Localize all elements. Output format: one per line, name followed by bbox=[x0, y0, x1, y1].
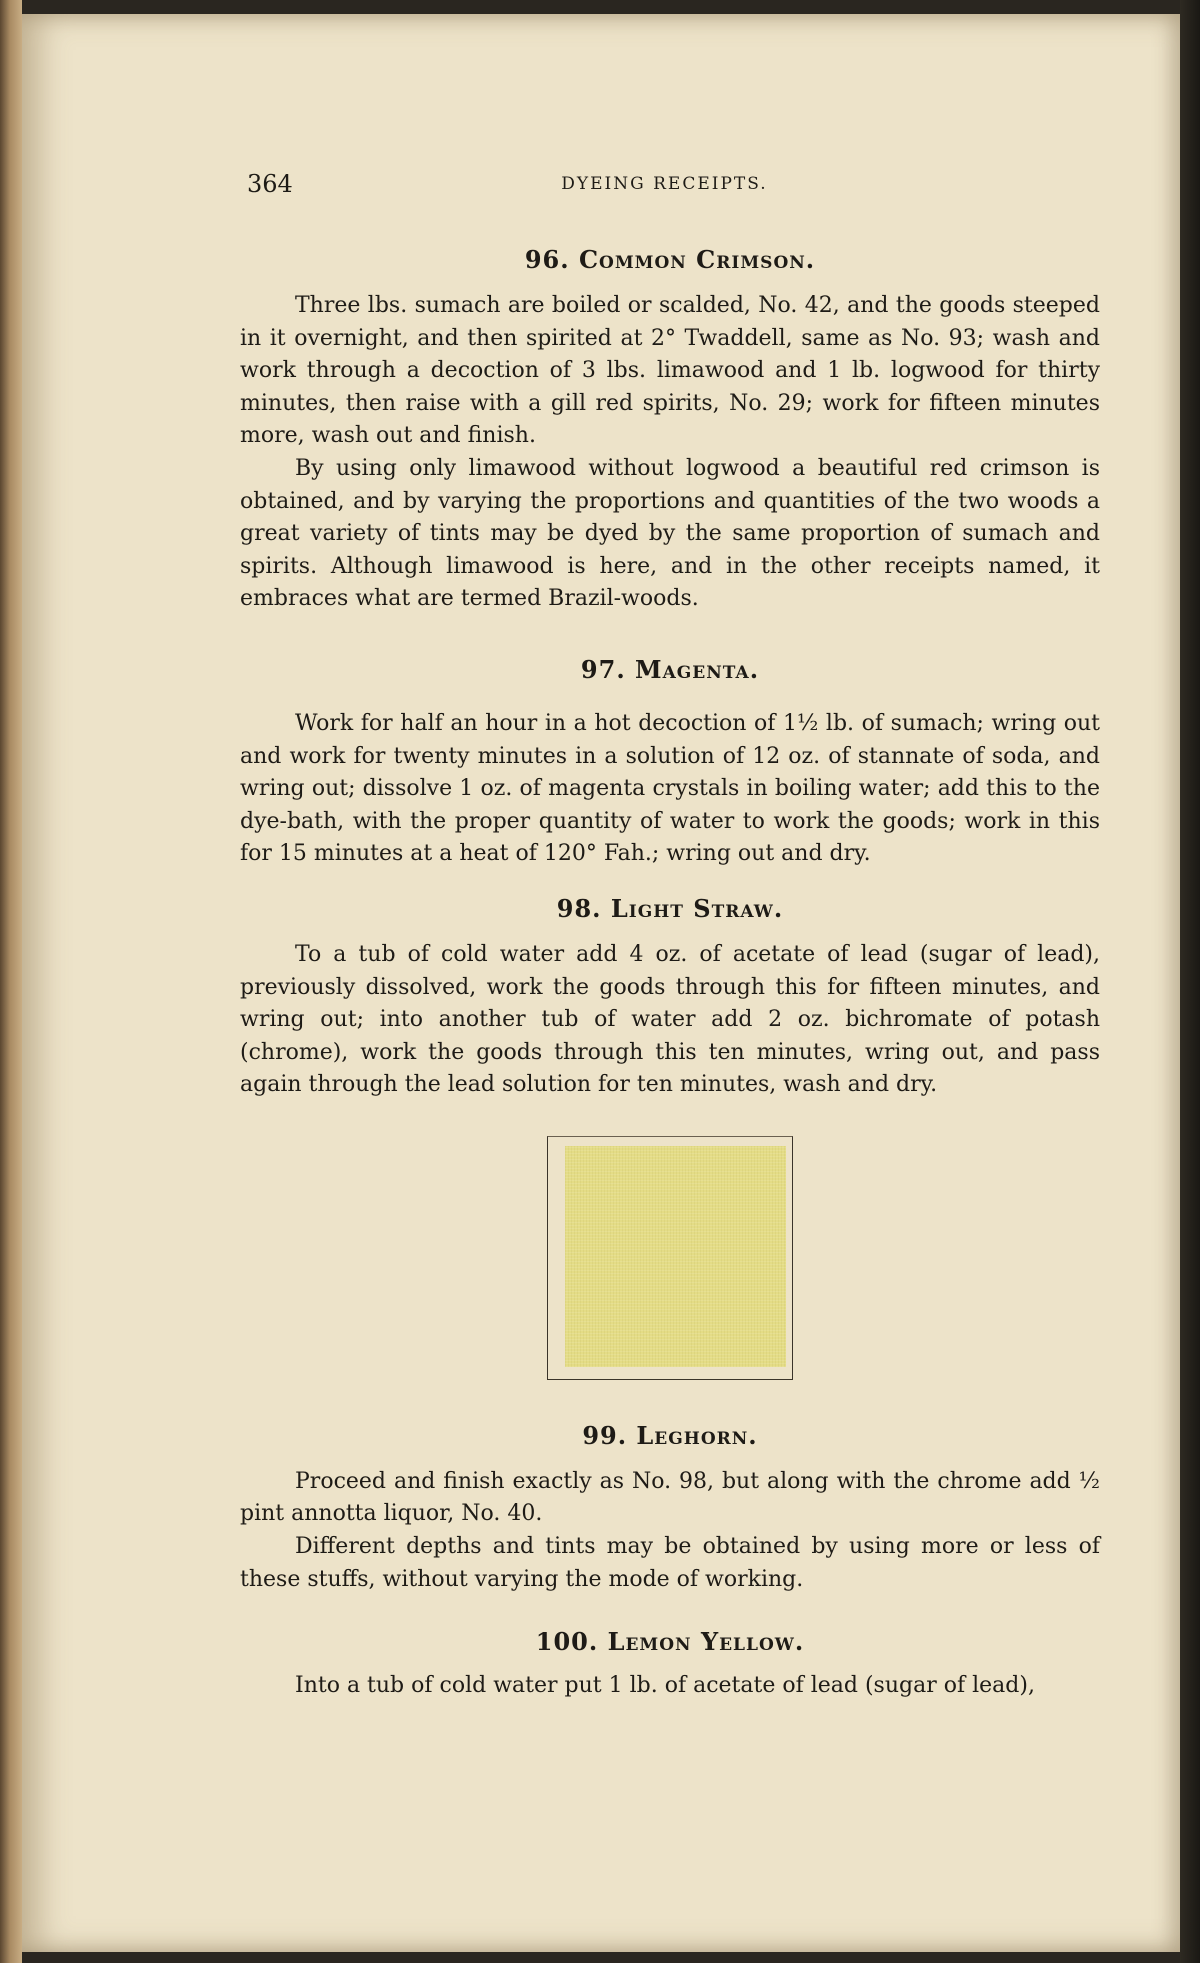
paragraph: By using only limawood without logwood a beautiful red crimson is obtained, and by varying the proportions and quantities of the two woods a great variety of tints may be dyed by the same proportion of sumach and spirits. Although limawood is here, and in the other receipts named, it embraces what are termed Brazil-woods. bbox=[240, 455, 1100, 612]
page-number: 364 bbox=[247, 170, 293, 198]
section-title-98: 98. Light Straw. bbox=[556, 893, 784, 923]
section-title-100: 100. Lemon Yellow. bbox=[535, 1627, 805, 1657]
light-straw-fabric-swatch bbox=[565, 1146, 786, 1367]
paragraph: To a tub of cold water add 4 oz. of acetate of lead (sugar of lead), previously dissolved, work the goods through this for fifteen minutes, and wring out; into another tub of water add 2 oz. bichromate of potash (chrome), work the goods through this ten minutes, wring out, and pass again through the lead solution for ten minutes, wash and dry. bbox=[240, 941, 1100, 1098]
page-header bbox=[247, 170, 1082, 200]
paragraph: Three lbs. sumach are boiled or scalded, No. 42, and the goods steeped in it overnight, and then spirited at 2° Twaddell, same as No. 93; wash and work through a decoction of 3 lbs. limawood and 1 lb. logwood for thirty minutes, then raise with a gill red spirits, No. 29; work for fifteen minutes more, wash out and finish. bbox=[240, 293, 1100, 449]
paragraph: Work for half an hour in a hot decoction of 1½ lb. of sumach; wring out and work for twenty minutes in a solution of 12 oz. of stannate of soda, and wring out; dissolve 1 oz. of magenta crystals in boiling water; add this to the dye-bath, with the proper quantity of water to work the goods; work in this for 15 minutes at a heat of 120° Fah.; wring out and dry. bbox=[240, 710, 1100, 867]
running-head: DYEING RECEIPTS. bbox=[561, 174, 768, 194]
paragraph: Proceed and finish exactly as No. 98, but along with the chrome add ½ pint annotta liquor, No. 40. bbox=[240, 1468, 1100, 1527]
section-title-99: 99. Leghorn. bbox=[582, 1420, 758, 1450]
paragraph: Different depths and tints may be obtained by using more or less of these stuffs, without varying the mode of working. bbox=[240, 1534, 1100, 1592]
fabric-sample bbox=[547, 1136, 793, 1380]
page-body bbox=[240, 240, 1100, 1703]
section-title-96: 96. Common Crimson. bbox=[524, 245, 816, 274]
paragraph: Into a tub of cold water put 1 lb. of acetate of lead (sugar of lead), bbox=[295, 1673, 1035, 1699]
book-spine bbox=[0, 0, 22, 1963]
section-title-97: 97. Magenta. bbox=[580, 654, 760, 684]
page-edge-shadow bbox=[1180, 0, 1200, 1963]
